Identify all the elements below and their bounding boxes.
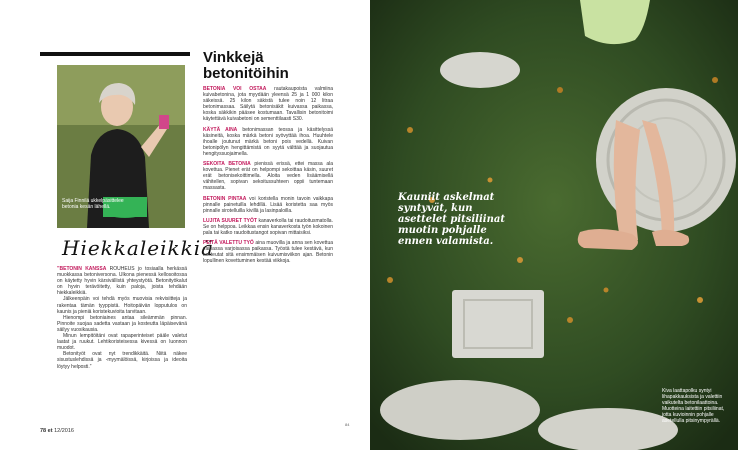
tip-section: BETONIN PINTAA voi koristella monin tavoin vaikkapa pinnalle painetuilla lehdillä. Lisää koristetta saa myös pinnalle sirotelluilla kivillä ja lasinpaloilla. (203, 195, 334, 214)
tip-section: KÄYTÄ AINA betonimassan teossa ja käsittelyssä käsineitä, koska märkä betoni syövyttää ihoa. Huuhtele ihoalle joutunut märkä betoni pois vedellä. Kuivan betonipölyn hengittämistä on syytä välttää ja suojautua hengityssuojaimella. (203, 126, 334, 157)
left-paragraph: Hienompi betoniaines antaa sileämmän pinnan. Pinnoite suojaa sadetta vastaan ja kosteutta läpäisevänä säilyy vuosikausia. (57, 314, 187, 333)
page-mark: 84 (345, 422, 350, 427)
photo-caption: Kiva laattapolku syntyi lihapakkauksista ja valettiin vaikutelta betonilaattoina. Muotteina laitettiin pitsiliinat, jotta kuvioinnin pohjalle asetellulla pitsinympyrällä. (662, 388, 725, 424)
tip-head: BETONIA VOI OSTAA (203, 86, 267, 92)
tip-section: BETONIA VOI OSTAA rautakaupoista valmiina kuivabetonina, jota myydään yleensä 25 ja 1 000 kilon säkeissä. 25 kilon säkistä tulee noin 12 litraa betonimassaa. Säilytä betonisäkit kuivassa paikassa, koska säkkikin pääsee kostumaan. Tavallisin betonitoimi käytettävä kuivabetoni on sementtilaasti S30. (203, 86, 334, 123)
lead-in: ”BETONIN KANSSA (57, 266, 107, 272)
left-paragraph: ”BETONIN KANSSA ROUHEUS jo tosiaalla herkässä muokkassa betoniversona. Ulkona pienessä kellosoitossa on käytetty hyvin kärsivällistä yhteystyötä. Betonityökalut on hyvin terävöitetty, kuin paloja, joista tehdään hiekkaleikkiä. (57, 266, 187, 297)
tip-head: BETONIN PINTAA (203, 195, 247, 202)
tips-column (203, 86, 333, 264)
left-paragraph: Jälkeenpäin voi tehdä myös muovisia rekvisiitteja ja rakentaa tämän tyyppistä. Hoitopäivän lopputulos on kaunis ja pieniä koristekuvioita tarvitaan. (57, 296, 187, 315)
portrait-caption: Saija Finnilä ukkelpäsittelee betonia kesän lähellä. (62, 198, 124, 210)
header-bar (40, 52, 190, 56)
tip-head: PEITÄ VALETTU TYÖ (203, 240, 254, 247)
kicker-title: Hiekkaleikkiä (62, 236, 215, 260)
issue-number: 12/2016 (54, 428, 74, 434)
tip-section: PEITÄ VALETTU TYÖ aina muovilla ja anna sen kovettua vaihassa varjoisassa paikassa. Työstä tulee kestävä, kun kosteutat sitä ensimmäisen kuivumisviikon ajan. Betonin lopullinen kovettuminen kestää viikkoja. (203, 240, 334, 265)
left-paragraph: Betonityöt ovat nyt trendikkäitä. Niitä näkee sisustuslehdissä ja -myymälöissä, kirjoissa ja ideoita löytyy helposti.” (57, 351, 187, 370)
tip-head: LUJITA SUURET TYÖT (203, 217, 257, 224)
tip-section: LUJITA SUURET TYÖT kanaverkolla tai raudoitusmatolla. Se on helppoa. Leikkaa ensin kanaverkosta työn kokoinen pala tai katko raudoitustangot sopivan mittaisiksi. (203, 217, 333, 236)
pull-quote: Kauniit askelmat syntyvät, kun asettelet pitsiliinat muotin pohjalle ennen valamista. (398, 192, 505, 247)
tip-head: SEKOITA BETONIA (203, 161, 251, 168)
page-title: Vinkkejä betonitöihin (203, 49, 289, 82)
left-paragraph: Minun lempitöitäni ovat rapaperinteiset pääle valetut laatat ja ruukut. Lehtikoristeisessa kivessä on luonnon muodot. (57, 333, 187, 352)
tip-section: SEKOITA BETONIA pienissä erissä, ettei massa ala kovettua. Pienet erät on helpompi sekoittaa käsin, suuret erät betonisekoittimella. Aloita veden lisäämisellä vähitellen, sopivan sekoitussuhteen oppii tuntemaan massasta. (203, 161, 334, 192)
magazine-name: et (47, 428, 53, 434)
page-number: 78 (40, 428, 47, 434)
folio (40, 428, 74, 434)
left-column (57, 266, 187, 370)
tip-head: KÄYTÄ AINA (203, 126, 238, 133)
